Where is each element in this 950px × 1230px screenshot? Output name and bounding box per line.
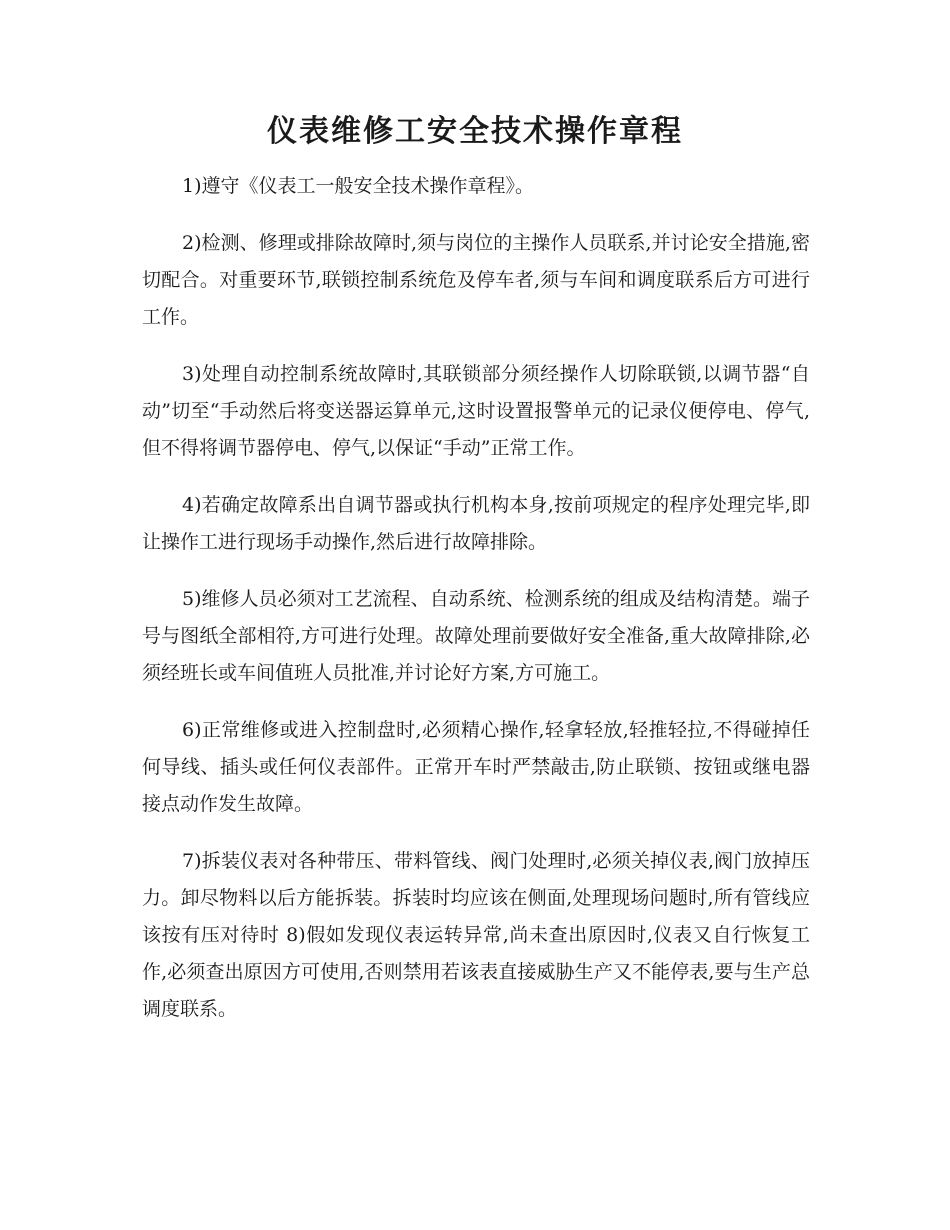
document-title: 仪表维修工安全技术操作章程 [267, 114, 683, 149]
document-body [142, 168, 810, 1048]
paragraph-6: 6)正常维修或进入控制盘时,必须精心操作,轻拿轻放,轻推轻拉,不得碰掉任何导线、插头或任何仪表部件。正常开车时严禁敲击,防止联锁、按钮或继电器接点动作发生故障。 [142, 719, 810, 815]
paragraph-4: 4)若确定故障系出自调节器或执行机构本身,按前项规定的程序处理完毕,即让操作工进行现场手动操作,然后进行故障排除。 [142, 494, 810, 553]
paragraph-1: 1)遵守《仪表工一般安全技术操作章程》。 [182, 175, 535, 197]
paragraph-7: 7)拆装仪表对各种带压、带料管线、阀门处理时,必须关掉仪表,阀门放掉压力。卸尽物料以后方能拆装。拆装时均应该在侧面,处理现场问题时,所有管线应该按有压对待时 8)假如发现仪表运转异常,尚未查出原因时,仪表又自行恢复工作,必须查出原因方可使用,否则禁用若该表直接威胁生产又不能停表,要与生产总调度联系。 [142, 850, 810, 1020]
paragraph-3: 3)处理自动控制系统故障时,其联锁部分须经操作人切除联锁,以调节器“自动”切至“手动然后将变送器运算单元,这时设置报警单元的记录仪便停电、停气,但不得将调节器停电、停气,以保证“手动”正常工作。 [142, 363, 810, 459]
paragraph-5: 5)维修人员必须对工艺流程、自动系统、检测系统的组成及结构清楚。端子号与图纸全部相符,方可进行处理。故障处理前要做好安全准备,重大故障排除,必须经班长或车间值班人员批准,并讨论好方案,方可施工。 [142, 588, 810, 684]
paragraph-2: 2)检测、修理或排除故障时,须与岗位的主操作人员联系,并讨论安全措施,密切配合。对重要环节,联锁控制系统危及停车者,须与车间和调度联系后方可进行工作。 [142, 232, 810, 328]
